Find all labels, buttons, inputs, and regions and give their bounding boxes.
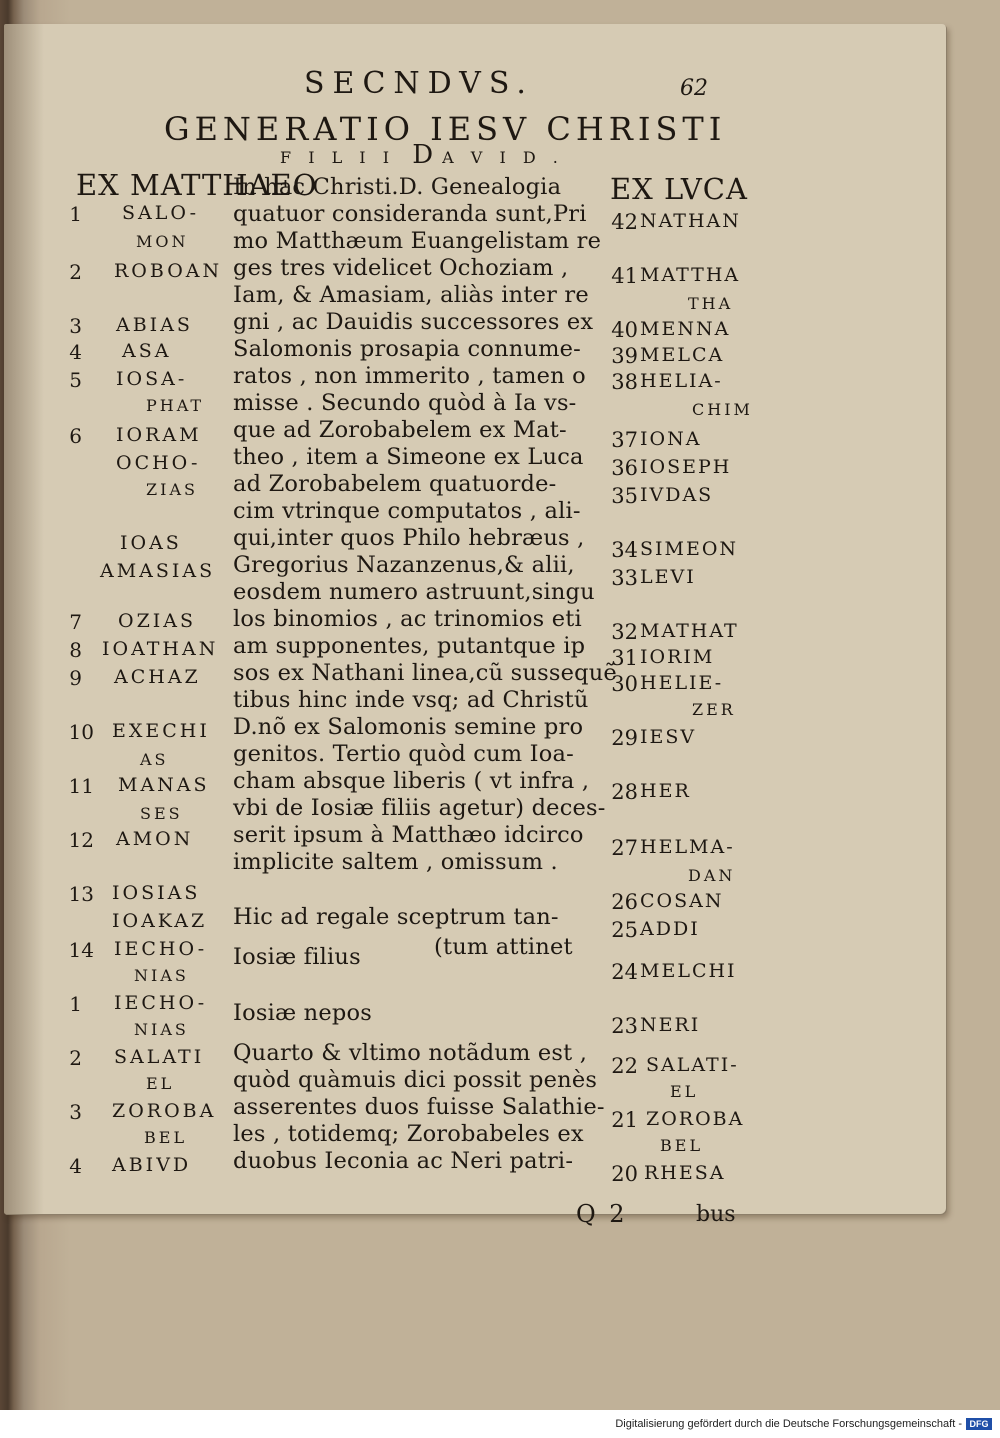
text-line: mo Matthæum Euangelistam re xyxy=(233,228,602,254)
entry-number: 20 xyxy=(611,1162,638,1186)
signature-mark: Q 2 xyxy=(576,1200,628,1228)
text-line: Iosiæ filius xyxy=(233,944,361,970)
entry-number: 38 xyxy=(611,370,638,394)
entry-name: IOSIAS xyxy=(112,882,201,904)
entry-name-continuation: EL xyxy=(146,1074,175,1093)
entry-name: NATHAN xyxy=(640,210,741,232)
entry-name-continuation: MON xyxy=(136,232,189,251)
entry-number: 3 xyxy=(69,1100,82,1124)
entry-number: 37 xyxy=(611,428,638,452)
left-column-heading: EX MATTHAEO xyxy=(76,168,318,202)
entry-name: ADDI xyxy=(640,918,700,940)
text-line: eosdem numero astruunt,singu xyxy=(233,579,595,605)
entry-number: 22 xyxy=(611,1054,638,1078)
entry-name-continuation: AS xyxy=(140,750,169,769)
entry-number: 26 xyxy=(611,890,638,914)
entry-name: IVDAS xyxy=(640,484,714,506)
entry-name-continuation: SES xyxy=(140,804,183,823)
entry-name-continuation: EL xyxy=(670,1082,699,1101)
entry-name: IOATHAN xyxy=(102,638,219,660)
entry-number: 3 xyxy=(69,314,82,338)
text-line: misse . Secundo quòd à Ia vs- xyxy=(233,390,577,416)
entry-number: 10 xyxy=(68,720,94,744)
dfg-logo: DFG xyxy=(966,1418,992,1430)
entry-name: IECHO- xyxy=(114,992,208,1014)
text-line: los binomios , ac trinomios eti xyxy=(233,606,582,632)
text-line: Quarto & vltimo notãdum est , xyxy=(233,1040,588,1066)
entry-number: 28 xyxy=(611,780,638,804)
text-line: duobus Ieconia ac Neri patri- xyxy=(233,1148,574,1174)
text-line: cim vtrinque computatos , ali- xyxy=(233,498,581,524)
entry-number: 36 xyxy=(611,456,638,480)
entry-number: 35 xyxy=(611,484,638,508)
right-column-heading: EX LVCA xyxy=(610,172,748,206)
entry-name: SALO- xyxy=(122,202,200,224)
entry-name: ACHAZ xyxy=(114,666,201,688)
entry-name: IOAKAZ xyxy=(112,910,208,932)
entry-name: HELIA- xyxy=(640,370,723,392)
text-line: vbi de Iosiæ filiis agetur) deces- xyxy=(233,795,606,821)
entry-number: 41 xyxy=(611,264,638,288)
entry-name: ASA xyxy=(122,340,172,362)
text-line: les , totidemq; Zorobabeles ex xyxy=(233,1121,584,1147)
entry-number: 23 xyxy=(611,1014,638,1038)
text-line: Salomonis prosapia connume- xyxy=(233,336,581,362)
entry-number: 24 xyxy=(611,960,638,984)
entry-name: IOAS xyxy=(120,532,182,554)
running-head: SECNDVS. xyxy=(304,66,534,101)
entry-number: 12 xyxy=(68,828,94,852)
entry-name: MATTHA xyxy=(640,264,741,286)
text-line: D.nõ ex Salomonis semine pro xyxy=(233,714,584,740)
entry-name-continuation: NIAS xyxy=(134,966,189,985)
entry-name: MATHAT xyxy=(640,620,739,642)
entry-name: IONA xyxy=(640,428,702,450)
text-line: ratos , non immerito , tamen o xyxy=(233,363,586,389)
text-line: asserentes duos fuisse Salathie- xyxy=(233,1094,605,1120)
entry-name: ABIVD xyxy=(112,1154,192,1176)
text-line: ad Zorobabelem quatuorde- xyxy=(233,471,557,497)
entry-number: 11 xyxy=(68,774,94,798)
digitization-credit: Digitalisierung gefördert durch die Deutsche Forschungsgemeinschaft - xyxy=(615,1418,962,1430)
entry-number: 42 xyxy=(611,210,638,234)
entry-number: 34 xyxy=(611,538,638,562)
entry-number: 8 xyxy=(69,638,82,662)
text-line: implicite saltem , omissum . xyxy=(233,849,558,875)
entry-name: HER xyxy=(640,780,691,802)
text-line: In hac Christi.D. Genealogia xyxy=(233,174,562,200)
entry-name: OZIAS xyxy=(118,610,197,632)
entry-name-continuation: BEL xyxy=(144,1128,188,1147)
entry-number: 14 xyxy=(68,938,94,962)
entry-name: AMON xyxy=(116,828,194,850)
entry-name: HELMA- xyxy=(640,836,735,858)
text-line: Gregorius Nazanzenus,& alii, xyxy=(233,552,575,578)
entry-number: 9 xyxy=(69,666,82,690)
text-line: ges tres videlicet Ochoziam , xyxy=(233,255,569,281)
entry-number: 40 xyxy=(611,318,638,342)
entry-number: 4 xyxy=(69,1154,82,1178)
entry-number: 1 xyxy=(69,202,82,226)
entry-number: 6 xyxy=(69,424,82,448)
entry-name: COSAN xyxy=(640,890,724,912)
entry-name: MELCHI xyxy=(640,960,737,982)
entry-name: RHESA xyxy=(644,1162,726,1184)
subtitle-part1: F I L I I xyxy=(280,148,396,167)
entry-name: NERI xyxy=(640,1014,701,1036)
entry-number: 5 xyxy=(69,368,82,392)
entry-number: 32 xyxy=(611,620,638,644)
entry-number: 29 xyxy=(611,726,638,750)
page-subtitle xyxy=(280,140,564,170)
entry-name-continuation: ZER xyxy=(692,700,736,719)
entry-name: HELIE- xyxy=(640,672,724,694)
entry-name: IECHO- xyxy=(114,938,208,960)
text-line: qui,inter quos Philo hebræus , xyxy=(233,525,585,551)
text-line: gni , ac Dauidis successores ex xyxy=(233,309,594,335)
subtitle-part3: A V I D . xyxy=(442,148,564,167)
text-line: cham absque liberis ( vt infra , xyxy=(233,768,590,794)
entry-name-continuation: THA xyxy=(688,294,734,313)
text-line: quòd quàmuis dici possit penès xyxy=(233,1067,598,1093)
entry-number: 13 xyxy=(68,882,94,906)
text-line: Iosiæ nepos xyxy=(233,1000,372,1026)
entry-name: ZOROBA xyxy=(646,1108,745,1130)
entry-name: AMASIAS xyxy=(100,560,216,582)
book-page xyxy=(4,24,946,1228)
entry-name: MELCA xyxy=(640,344,725,366)
entry-number: 7 xyxy=(69,610,82,634)
entry-number: 27 xyxy=(611,836,638,860)
entry-name-continuation: DAN xyxy=(688,866,736,885)
entry-name: IOSA- xyxy=(116,368,188,390)
entry-name: MENNA xyxy=(640,318,731,340)
entry-name: IOSEPH xyxy=(640,456,732,478)
entry-name: SIMEON xyxy=(640,538,739,560)
entry-name: LEVI xyxy=(640,566,696,588)
entry-name: SALATI xyxy=(114,1046,205,1068)
entry-name: ABIAS xyxy=(116,314,193,336)
entry-name: OCHO- xyxy=(116,452,201,474)
entry-name-continuation: NIAS xyxy=(134,1020,189,1039)
entry-name: ROBOAN xyxy=(114,260,223,282)
entry-number: 33 xyxy=(611,566,638,590)
entry-name-continuation: CHIM xyxy=(692,400,753,419)
entry-name-continuation: BEL xyxy=(660,1136,704,1155)
entry-name: ZOROBA xyxy=(112,1100,217,1122)
entry-number: 4 xyxy=(69,340,82,364)
entry-number: 2 xyxy=(69,1046,82,1070)
text-line: theo , item a Simeone ex Luca xyxy=(233,444,584,470)
catchword: bus xyxy=(696,1202,736,1227)
page-title: GENERATIO IESV CHRISTI xyxy=(164,110,727,148)
entry-number: 30 xyxy=(611,672,638,696)
entry-number: 25 xyxy=(611,918,638,942)
entry-name: IORAM xyxy=(116,424,202,446)
entry-name-continuation: ZIAS xyxy=(146,480,198,499)
entry-name: MANAS xyxy=(118,774,210,796)
subtitle-part2: D xyxy=(412,140,443,170)
entry-number: 31 xyxy=(611,646,638,670)
entry-number: 39 xyxy=(611,344,638,368)
entry-name: SALATI- xyxy=(646,1054,739,1076)
text-line: quatuor consideranda sunt,Pri xyxy=(233,201,587,227)
entry-number: 21 xyxy=(611,1108,638,1132)
text-line: am supponentes, putantque ip xyxy=(233,633,586,659)
text-line: tibus hinc inde vsq; ad Christũ xyxy=(233,687,589,713)
text-line: que ad Zorobabelem ex Mat- xyxy=(233,417,567,443)
text-line: genitos. Tertio quòd cum Ioa- xyxy=(233,741,574,767)
page-number: 62 xyxy=(680,76,708,101)
text-line: sos ex Nathani linea,cũ sussequẽ xyxy=(233,660,617,686)
entry-number: 1 xyxy=(69,992,82,1016)
entry-name-continuation: PHAT xyxy=(146,396,205,415)
text-line: (tum attinet xyxy=(434,934,573,960)
entry-name: IORIM xyxy=(640,646,715,668)
entry-name: EXECHI xyxy=(112,720,210,742)
entry-name: IESV xyxy=(640,726,697,748)
text-line: Iam, & Amasiam, aliàs inter re xyxy=(233,282,589,308)
entry-number: 2 xyxy=(69,260,82,284)
text-line: Hic ad regale sceptrum tan- xyxy=(233,904,559,930)
text-line: serit ipsum à Matthæo idcirco xyxy=(233,822,584,848)
